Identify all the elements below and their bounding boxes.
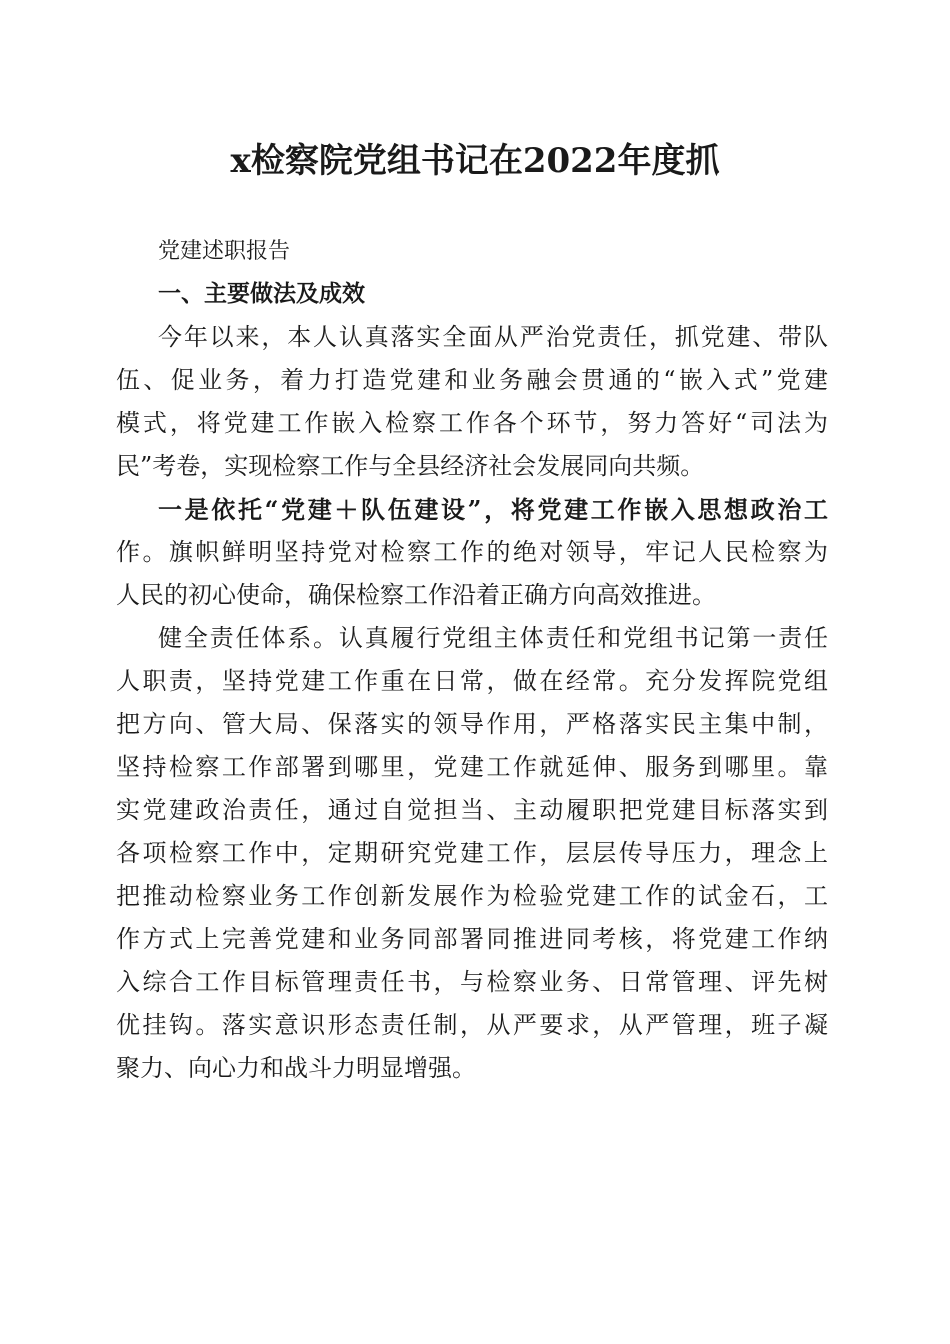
paragraph-line: 作。旗帜鲜明坚持党对检察工作的绝对领导，牢记人民检察为: [116, 538, 828, 566]
paragraph-line: 一是依托“党建＋队伍建设”，将党建工作嵌入思想政治工: [158, 495, 828, 524]
paragraph-line: 优挂钩。落实意识形态责任制，从严要求，从严管理，班子凝: [116, 1011, 828, 1039]
paragraph-line: 把推动检察业务工作创新发展作为检验党建工作的试金石，工: [116, 882, 828, 910]
paragraph-line: 健全责任体系。认真履行党组主体责任和党组书记第一责任: [158, 624, 828, 652]
paragraph-line: 各项检察工作中，定期研究党建工作，层层传导压力，理念上: [116, 839, 828, 867]
document-body: [116, 230, 828, 1090]
paragraph-line: 作方式上完善党建和业务同部署同推进同考核，将党建工作纳: [116, 925, 828, 953]
paragraph-line: 人职责，坚持党建工作重在日常，做在经常。充分发挥院党组: [116, 667, 828, 695]
paragraph-line: 入综合工作目标管理责任书，与检察业务、日常管理、评先树: [116, 968, 828, 996]
paragraph-line: 民”考卷，实现检察工作与全县经济社会发展同向共频。: [116, 452, 705, 480]
paragraph-line: 实党建政治责任，通过自觉担当、主动履职把党建目标落实到: [116, 796, 828, 824]
paragraph-line: 聚力、向心力和战斗力明显增强。: [116, 1054, 476, 1082]
paragraph-line: 模式，将党建工作嵌入检察工作各个环节，努力答好“司法为: [116, 409, 828, 437]
paragraph-line: 今年以来，本人认真落实全面从严治党责任，抓党建、带队: [158, 323, 828, 351]
paragraph-2: [116, 488, 828, 617]
document-title: x检察院党组书记在2022年度抓: [230, 141, 720, 181]
document-subtitle: 党建述职报告: [158, 239, 291, 264]
paragraph-line: 伍、促业务，着力打造党建和业务融会贯通的“嵌入式”党建: [116, 366, 828, 394]
paragraph-1: [116, 316, 828, 488]
section-heading: 一、主要做法及成效: [158, 281, 365, 307]
paragraph-line: 把方向、管大局、保落实的领导作用，严格落实民主集中制，: [116, 710, 828, 738]
paragraph-3: [116, 617, 828, 1090]
paragraph-line: 人民的初心使命，确保检察工作沿着正确方向高效推进。: [116, 581, 716, 609]
paragraph-line: 坚持检察工作部署到哪里，党建工作就延伸、服务到哪里。靠: [116, 753, 828, 781]
